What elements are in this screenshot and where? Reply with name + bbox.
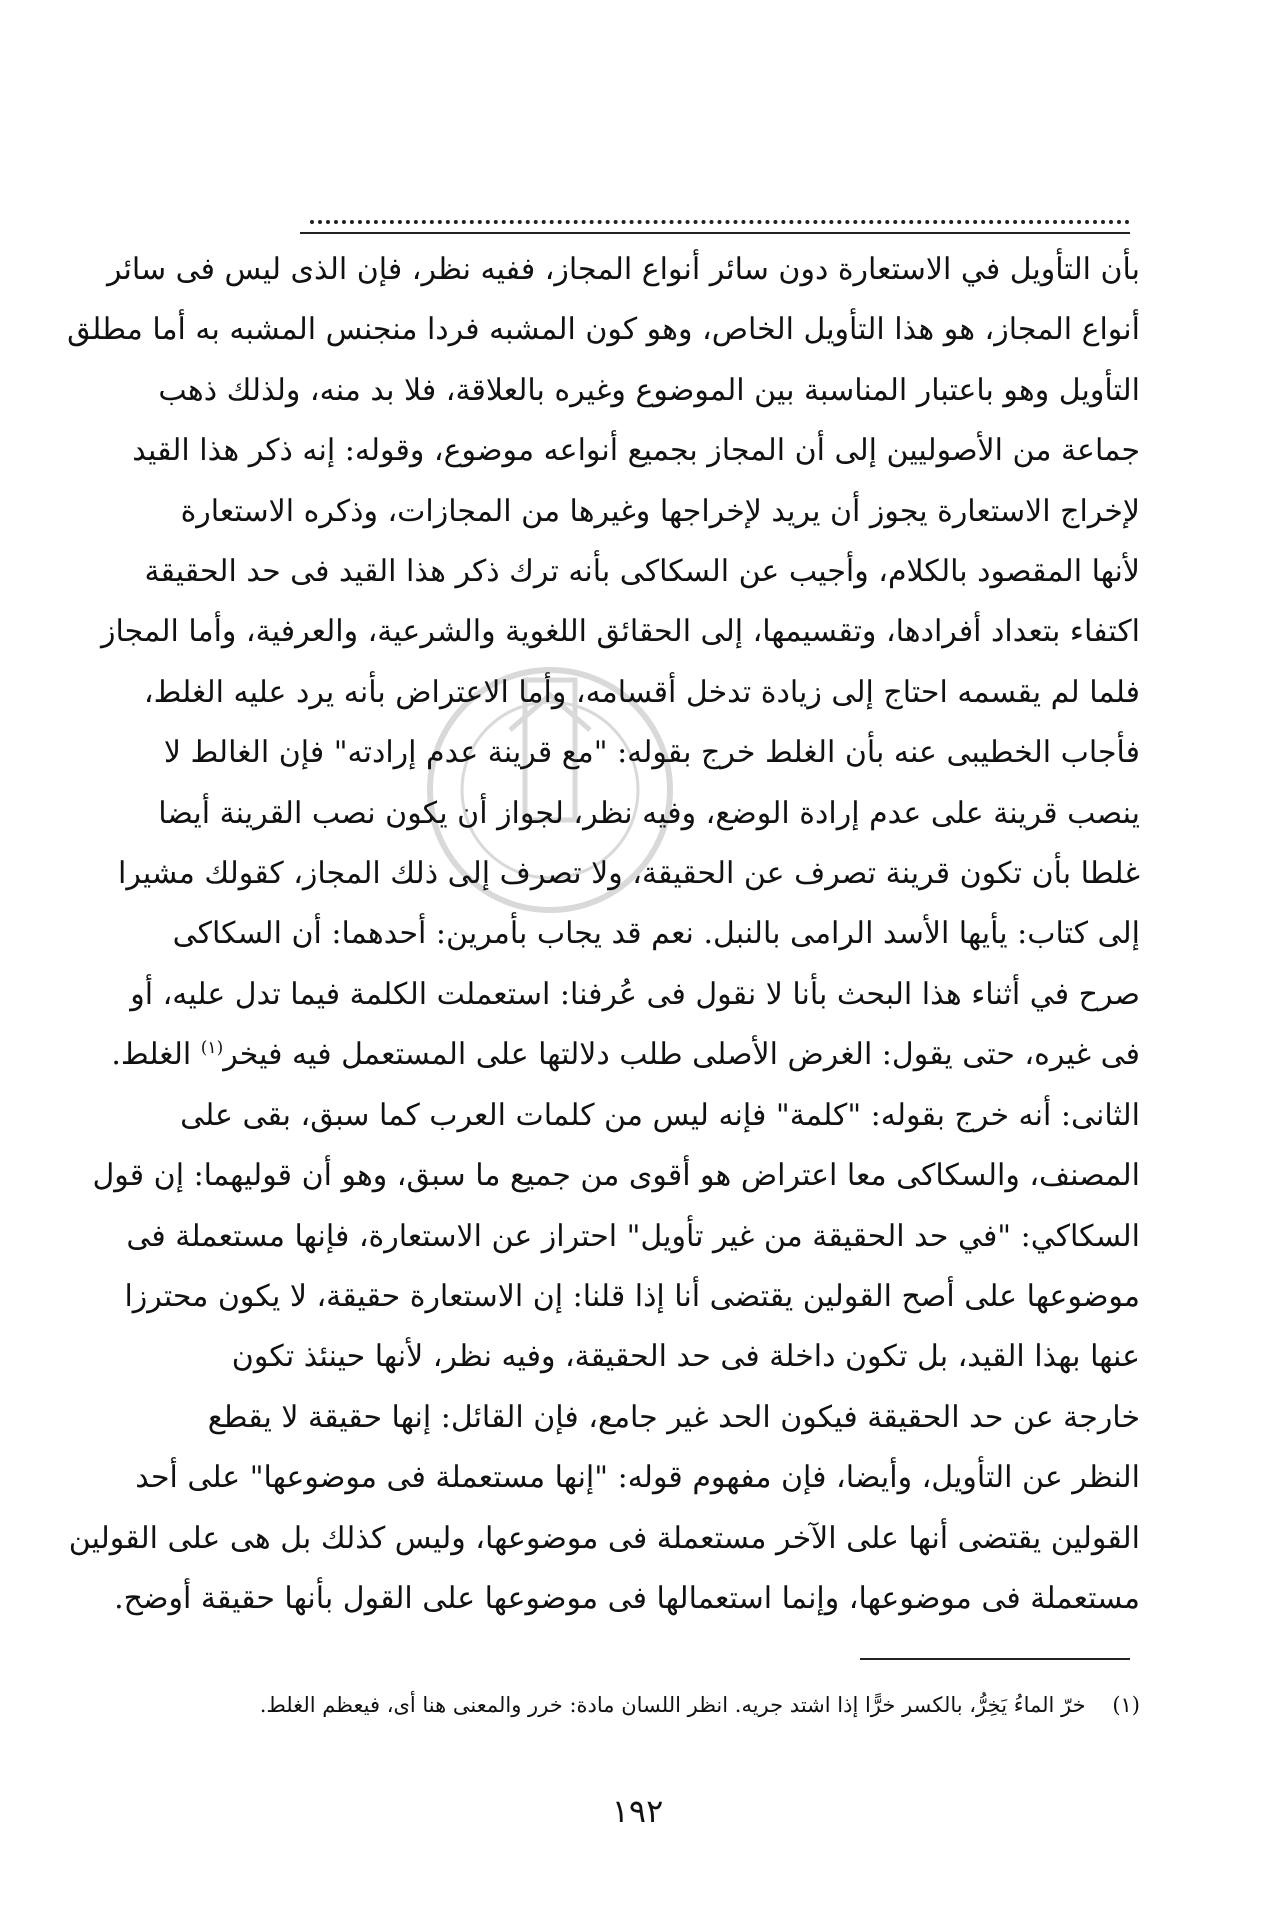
header-dotted-rule	[310, 220, 1130, 224]
text-line-9: فأجاب الخطيبى عنه بأن الغلط خرج بقوله: "مع قرينة عدم إرادته" فإن الغالط لا	[163, 735, 1140, 771]
footnote-marker: (١)	[1112, 1693, 1140, 1717]
text-line-6: لأنها المقصود بالكلام، وأجيب عن السكاكى بأنه ترك ذكر هذا القيد فى حد الحقيقة	[144, 554, 1140, 590]
main-text	[67, 240, 1140, 1629]
footnote-reference[interactable]: (١)	[200, 1038, 224, 1059]
text-line-15: الثانى: أنه خرج بقوله: "كلمة" فإنه ليس من كلمات العرب كما سبق، بقى على	[180, 1097, 1140, 1133]
text-line-14	[111, 1025, 1140, 1085]
text-line-12: إلى كتاب: يأيها الأسد الرامى بالنبل. نعم قد يجاب بأمرين: أحدهما: أن السكاكى	[172, 916, 1140, 952]
text-line-1: بأن التأويل في الاستعارة دون سائر أنواع المجاز، ففيه نظر، فإن الذى ليس فى سائر	[106, 252, 1140, 287]
text-line-4: جماعة من الأصوليين إلى أن المجاز بجميع أنواعه موضوع، وقوله: إنه ذكر هذا القيد	[132, 433, 1140, 469]
text-line-22: القولين يقتضى أنها على الآخر مستعملة فى موضوعها، وليس كذلك بل هى على القولين	[68, 1520, 1140, 1556]
text-line-11: غلطا بأن تكون قرينة تصرف عن الحقيقة، ولا تصرف إلى ذلك المجاز، كقولك مشيرا	[118, 856, 1140, 892]
text-line-3: التأويل وهو باعتبار المناسبة بين الموضوع وغيره بالعلاقة، فلا بد منه، ولذلك ذهب	[158, 372, 1140, 408]
text-line-14-main: فى غيره، حتى يقول: الغرض الأصلى طلب دلالتها على المستعمل فيه فيخر	[223, 1037, 1140, 1073]
text-line-18: موضوعها على أصح القولين يقتضى أنا إذا قلنا: إن الاستعارة حقيقة، لا يكون محترزا	[124, 1278, 1140, 1314]
footnote-separator	[860, 1658, 1130, 1660]
text-line-14-tail: الغلط.	[111, 1037, 201, 1073]
text-line-5: لإخراج الاستعارة يجوز أن يريد لإخراجها وغيرها من المجازات، وذكره الاستعارة	[180, 493, 1140, 529]
text-line-23: مستعملة فى موضوعها، وإنما استعمالها فى موضوعها على القول بأنها حقيقة أوضح.	[114, 1580, 1140, 1616]
header-solid-rule	[300, 232, 1130, 234]
text-line-13: صرح في أثناء هذا البحث بأنا لا نقول فى عُرفنا: استعملت الكلمة فيما تدل عليه، أو	[130, 976, 1140, 1012]
footnote	[259, 1690, 1140, 1720]
text-line-19: عنها بهذا القيد، بل تكون داخلة فى حد الحقيقة، وفيه نظر، لأنها حينئذ تكون	[231, 1339, 1140, 1375]
footnote-text: خرّ الماءُ يَخِرُّ، بالكسر خرًّا إذا اشتد جريه. انظر اللسان مادة: خرر والمعنى هنا أى، فيعظم الغلط.	[259, 1693, 1086, 1717]
text-line-7: اكتفاء بتعداد أفرادها، وتقسيمها، إلى الحقائق اللغوية والشرعية، والعرفية، وأما المجاز	[101, 614, 1140, 650]
text-line-2: أنواع المجاز، هو هذا التأويل الخاص، وهو كون المشبه فردا منجنس المشبه به أما مطلق	[67, 312, 1140, 348]
text-line-20: خارجة عن حد الحقيقة فيكون الحد غير جامع، فإن القائل: إنها حقيقة لا يقطع	[207, 1399, 1140, 1435]
text-line-16: المصنف، والسكاكى معا اعتراض هو أقوى من جميع ما سبق، وهو أن قوليهما: إن قول	[92, 1158, 1140, 1194]
page-number: ١٩٢	[611, 1792, 664, 1830]
text-line-21: النظر عن التأويل، وأيضا، فإن مفهوم قوله: "إنها مستعملة فى موضوعها" على أحد	[135, 1460, 1140, 1496]
text-line-8: فلما لم يقسمه احتاج إلى زيادة تدخل أقسامه، وأما الاعتراض بأنه يرد عليه الغلط،	[143, 674, 1140, 710]
text-line-17: السكاكي: "في حد الحقيقة من غير تأويل" احتراز عن الاستعارة، فإنها مستعملة فى	[126, 1218, 1140, 1254]
text-line-10: ينصب قرينة على عدم إرادة الوضع، وفيه نظر، لجواز أن يكون نصب القرينة أيضا	[158, 795, 1140, 831]
